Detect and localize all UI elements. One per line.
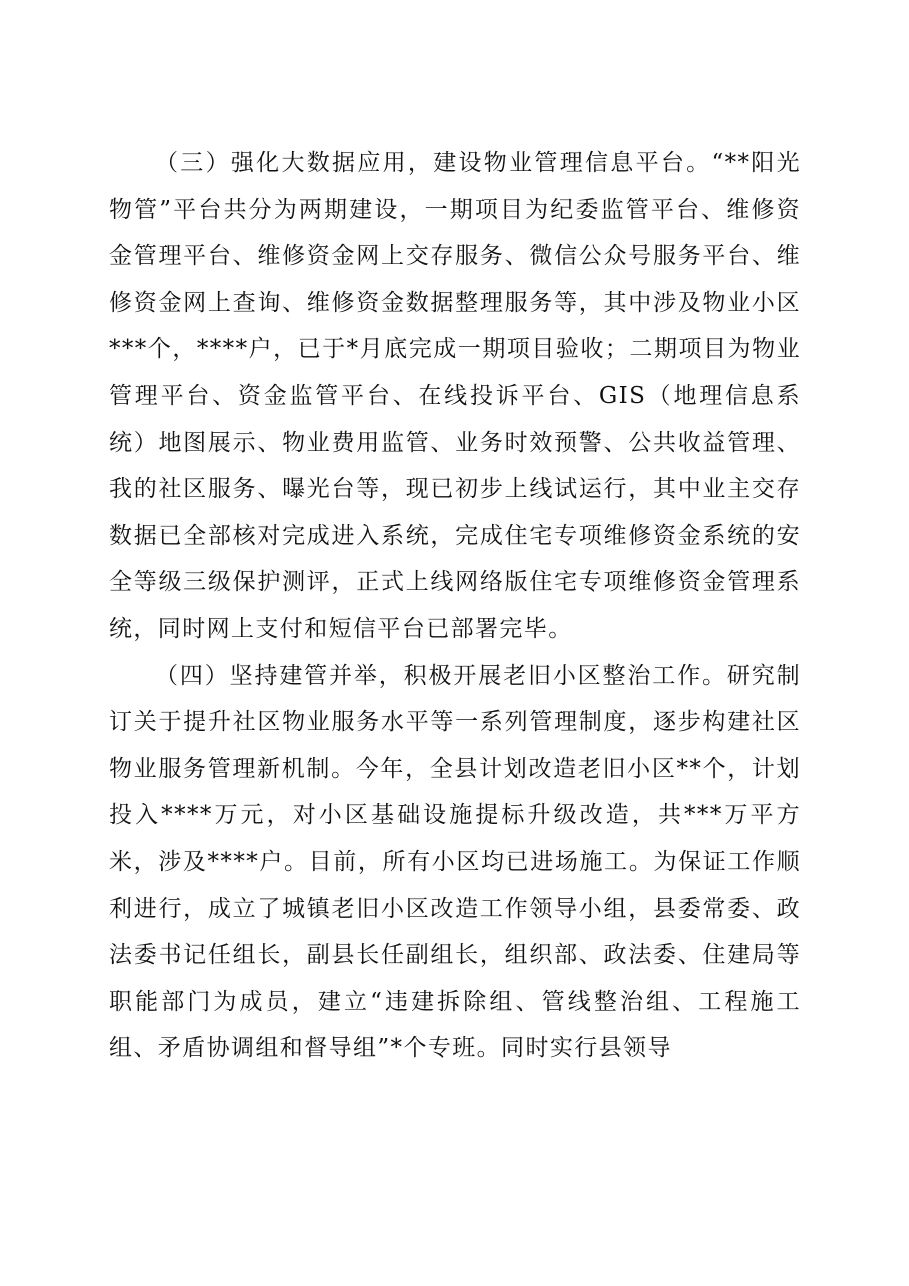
paragraph-platform-construction: （三）强化大数据应用，建设物业管理信息平台。“**阳光物管”平台共分为两期建设，一期项目为纪委监管平台、维修资金管理平台、维修资金网上交存服务、微信公众号服务平台、维修资金网上查询、维修资金数据整理服务等，其中涉及物业小区***个，****户，已于*月底完成一期项目验收；二期项目为物业管理平台、资金监管平台、在线投诉平台、GIS（地理信息系统）地图展示、物业费用监管、业务时效预警、公共收益管理、我的社区服务、曝光台等，现已初步上线试运行，其中业主交存数据已全部核对完成进入系统，完成住宅专项维修资金系统的安全等级三级保护测评，正式上线网络版住宅专项维修资金管理系统，同时网上支付和短信平台已部署完毕。: [109, 150, 801, 642]
paragraph-old-community-renovation: （四）坚持建管并举，积极开展老旧小区整治工作。研究制订关于提升社区物业服务水平等一系列管理制度，逐步构建社区物业服务管理新机制。今年，全县计划改造老旧小区**个，计划投入****万元，对小区基础设施提标升级改造，共***万平方米，涉及****户。目前，所有小区均已进场施工。为保证工作顺利进行，成立了城镇老旧小区改造工作领导小组，县委常委、政法委书记任组长，副县长任副组长，组织部、政法委、住建局等职能部门为成员，建立“违建拆除组、管线整治组、工程施工组、矛盾协调组和督导组”*个专班。同时实行县领导: [109, 662, 801, 1062]
document-body: [109, 140, 801, 1072]
